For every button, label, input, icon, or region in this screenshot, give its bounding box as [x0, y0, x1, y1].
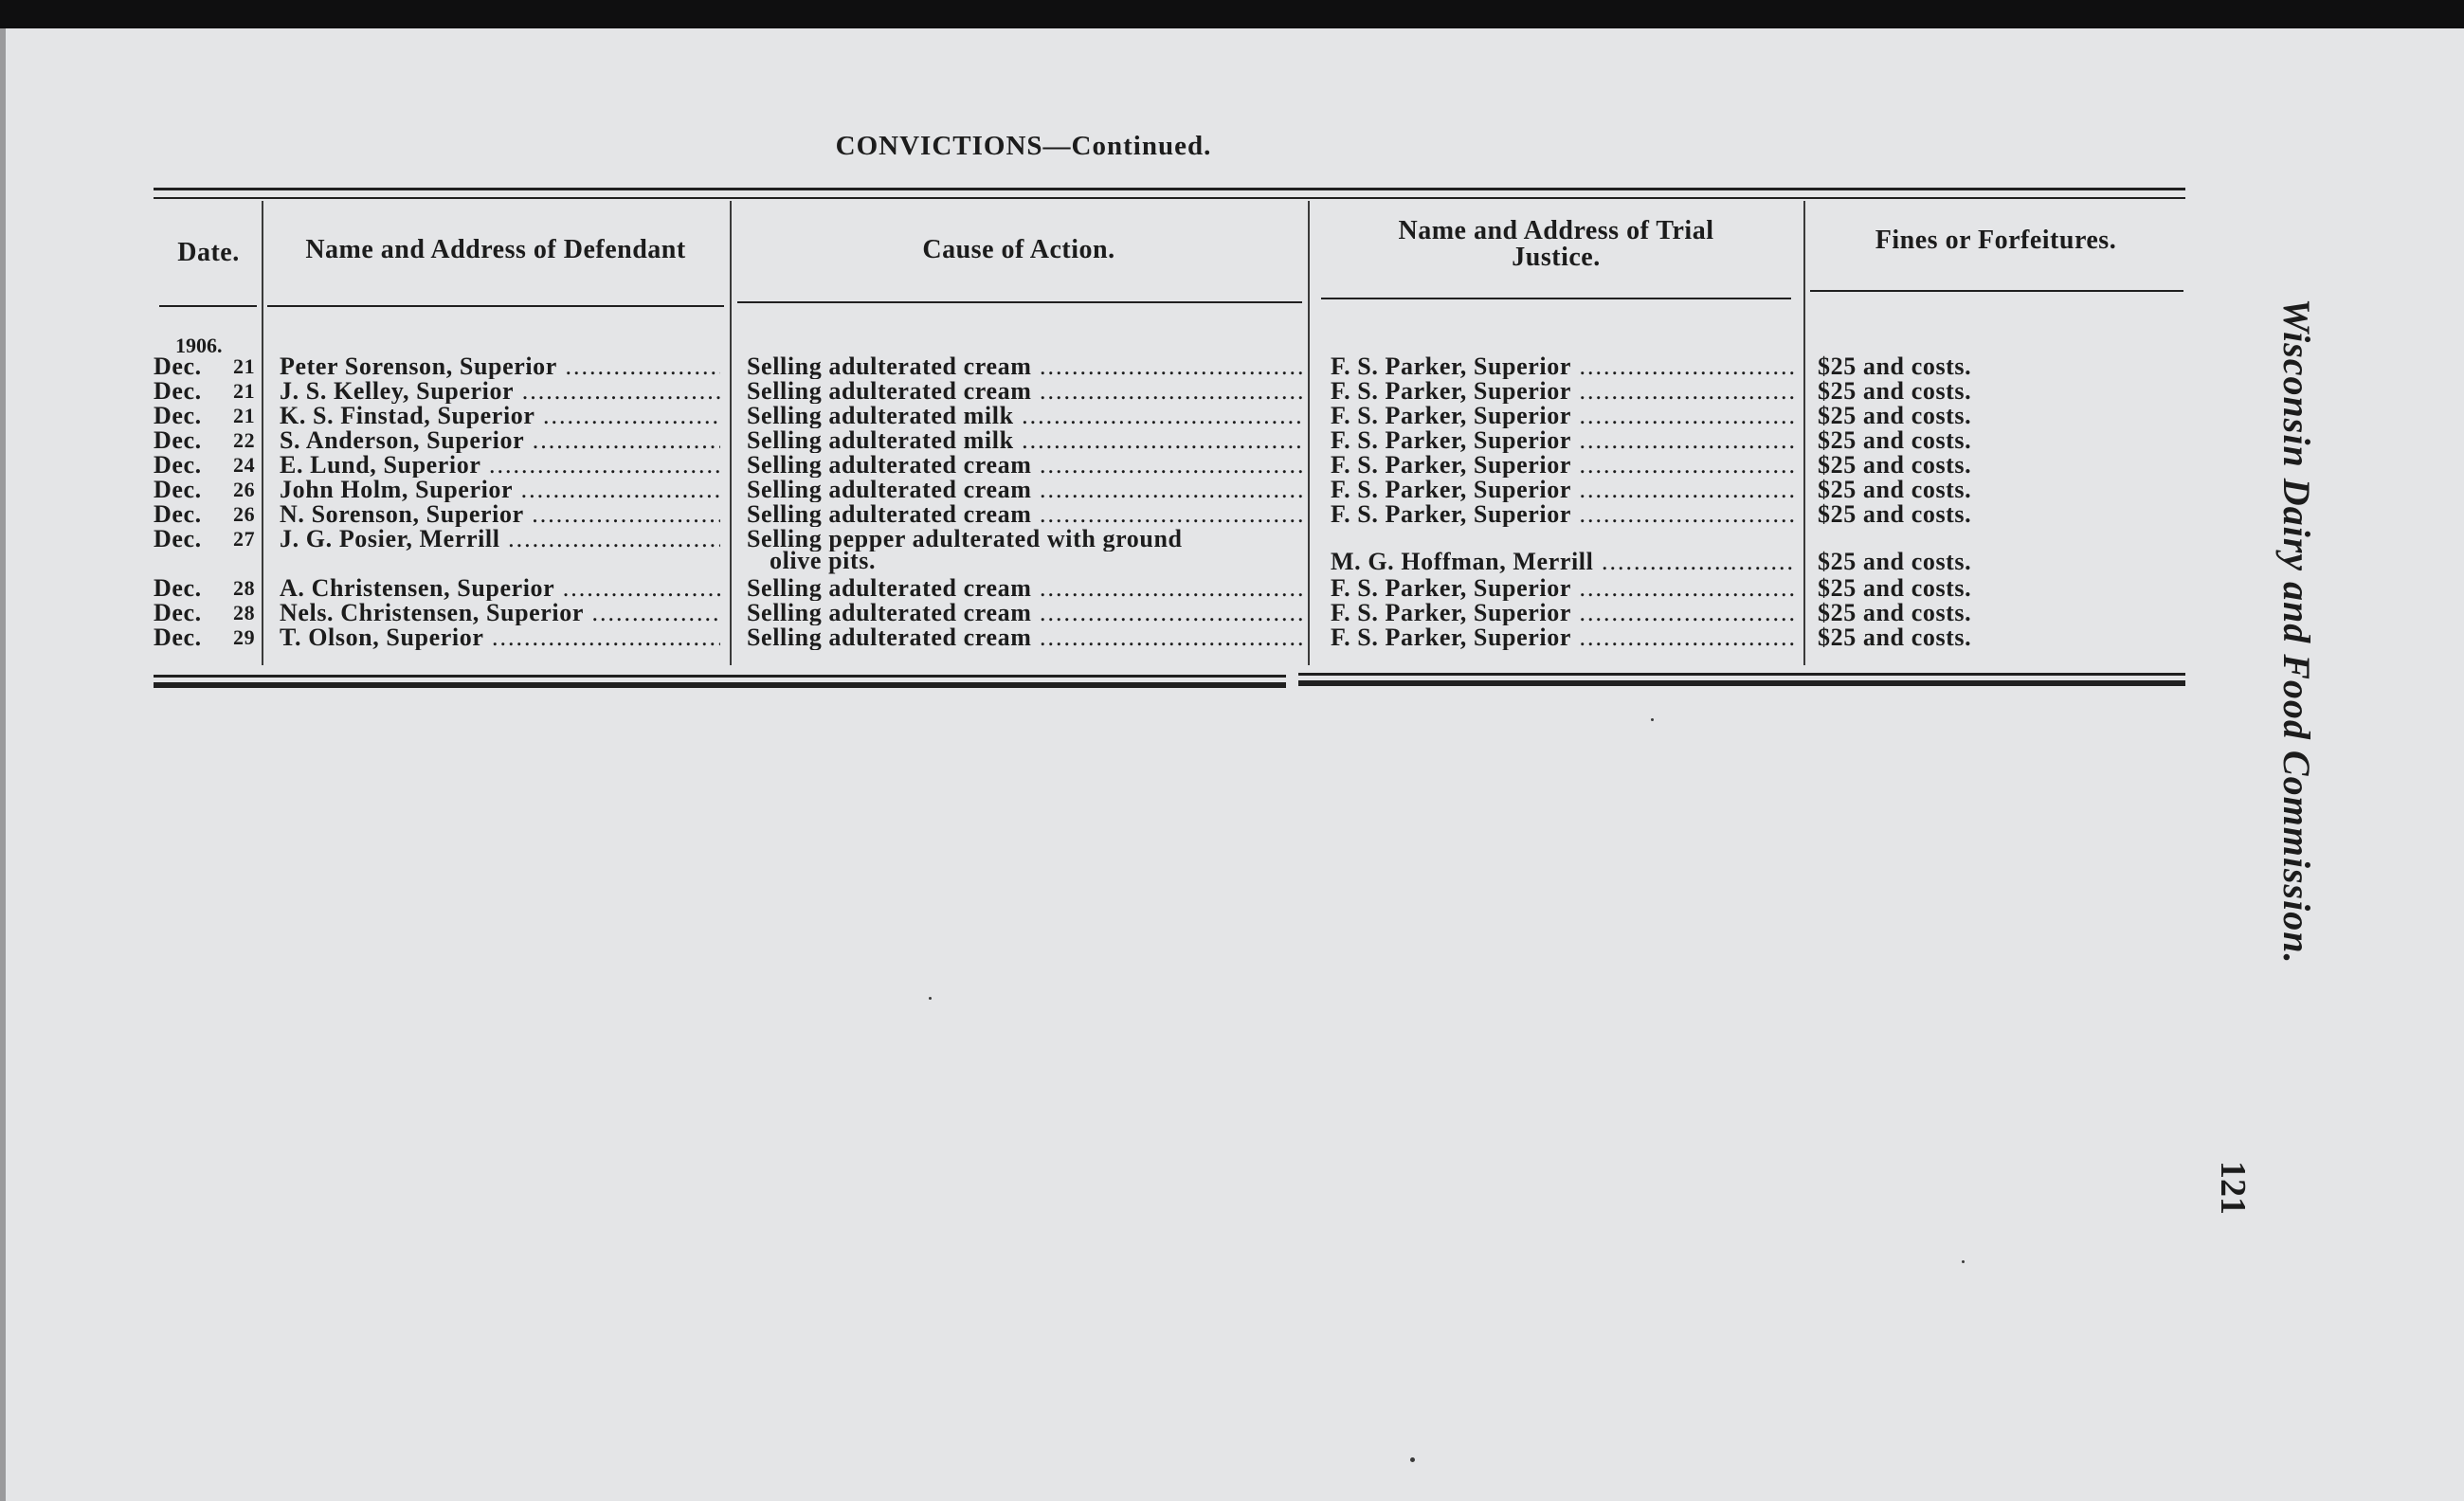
row-day: 26 [233, 478, 256, 501]
row-cause: Selling adulterated cream ..... [747, 354, 1302, 379]
table-row [0, 576, 2464, 601]
table-bottom-rule [1298, 673, 2185, 676]
table-row [0, 428, 2464, 453]
row-month: Dec. [154, 525, 202, 552]
row-cause: Selling pepper adulterated with ground [747, 527, 1183, 552]
table-row [0, 527, 2464, 552]
row-defendant: John Holm, Superior ..... [280, 478, 720, 502]
scan-speck [929, 997, 932, 1000]
row-cause: Selling adulterated cream ..... [747, 625, 1302, 650]
row-justice: F. S. Parker, Superior ..... [1331, 379, 1795, 404]
row-fine: $25 and costs. [1818, 377, 1972, 405]
row-defendant: S. Anderson, Superior ..... [280, 428, 720, 453]
table-row [0, 601, 2464, 625]
table-row [0, 404, 2464, 428]
table-row [0, 502, 2464, 527]
scan-speck [1962, 1260, 1965, 1263]
header-justice-line2: Justice. [1512, 243, 1601, 272]
row-day: 29 [233, 625, 256, 649]
row-cause: Selling adulterated cream ..... [747, 478, 1302, 502]
row-justice: M. G. Hoffman, Merrill ..... [1331, 550, 1795, 574]
row-month: Dec. [154, 599, 202, 626]
row-day: 21 [233, 404, 256, 427]
row-day: 28 [233, 601, 256, 624]
header-cause: Cause of Action. [922, 235, 1115, 264]
running-head: Wisconsin Dairy and Food Commission. [2275, 298, 2318, 965]
page-title: CONVICTIONS—Continued. [835, 131, 1212, 161]
row-month: Dec. [154, 451, 202, 479]
row-fine: $25 and costs. [1818, 500, 1972, 528]
table-bottom-rule [154, 675, 1286, 678]
row-defendant: E. Lund, Superior ..... [280, 453, 720, 478]
row-justice: F. S. Parker, Superior ..... [1331, 576, 1795, 601]
row-defendant: Peter Sorenson, Superior ..... [280, 354, 720, 379]
table-top-rule-inner [154, 197, 2185, 199]
header-fines: Fines or Forfeitures. [1875, 226, 2117, 255]
header-underline [1810, 290, 2183, 292]
row-day: 28 [233, 576, 256, 600]
row-justice: F. S. Parker, Superior ..... [1331, 502, 1795, 527]
table-bottom-rule [1298, 680, 2185, 686]
row-defendant: J. G. Posier, Merrill ..... [280, 527, 720, 552]
table-row [0, 354, 2464, 379]
row-month: Dec. [154, 402, 202, 429]
row-month: Dec. [154, 377, 202, 405]
row-cause: Selling adulterated cream ..... [747, 576, 1302, 601]
row-cause: Selling adulterated cream ..... [747, 502, 1302, 527]
table-top-rule [154, 188, 2185, 190]
scan-speck [1651, 718, 1654, 721]
row-month: Dec. [154, 476, 202, 503]
table-bottom-rule [154, 682, 1286, 688]
header-defendant: Name and Address of Defendant [305, 235, 686, 264]
row-cause: Selling adulterated cream ..... [747, 453, 1302, 478]
row-day: 21 [233, 379, 256, 403]
row-fine: $25 and costs. [1818, 353, 1972, 380]
row-justice: F. S. Parker, Superior ..... [1331, 601, 1795, 625]
row-day: 24 [233, 453, 256, 477]
header-justice-line1: Name and Address of Trial [1398, 216, 1714, 245]
row-fine: $25 and costs. [1818, 624, 1972, 651]
row-defendant: A. Christensen, Superior ..... [280, 576, 720, 601]
row-fine: $25 and costs. [1818, 548, 1972, 575]
row-defendant: J. S. Kelley, Superior ..... [280, 379, 720, 404]
row-fine: $25 and costs. [1818, 574, 1972, 602]
row-justice: F. S. Parker, Superior ..... [1331, 354, 1795, 379]
row-defendant: N. Sorenson, Superior ..... [280, 502, 720, 527]
row-month: Dec. [154, 574, 202, 602]
scan-speck [1410, 1457, 1415, 1462]
row-justice: F. S. Parker, Superior ..... [1331, 625, 1795, 650]
header-underline [737, 301, 1302, 303]
row-justice: F. S. Parker, Superior ..... [1331, 428, 1795, 453]
row-day: 26 [233, 502, 256, 526]
row-fine: $25 and costs. [1818, 402, 1972, 429]
page-number: 121 [2213, 1161, 2253, 1215]
header-underline [1321, 298, 1791, 299]
row-defendant: T. Olson, Superior ..... [280, 625, 720, 650]
table-row [0, 379, 2464, 404]
table-row [0, 478, 2464, 502]
page-left-edge [0, 28, 6, 1501]
row-justice: F. S. Parker, Superior ..... [1331, 404, 1795, 428]
row-fine: $25 and costs. [1818, 476, 1972, 503]
row-justice: F. S. Parker, Superior ..... [1331, 453, 1795, 478]
row-cause-continuation: olive pits. [770, 547, 877, 574]
row-day: 27 [233, 527, 256, 551]
year-label: 1906. [175, 334, 223, 357]
row-day: 22 [233, 428, 256, 452]
row-month: Dec. [154, 426, 202, 454]
row-cause: Selling adulterated milk ..... [747, 404, 1302, 428]
table-row [0, 625, 2464, 650]
header-justice [1313, 218, 1800, 271]
row-month: Dec. [154, 500, 202, 528]
header-underline [159, 305, 257, 307]
row-day: 21 [233, 354, 256, 378]
row-cause: Selling adulterated cream ..... [747, 601, 1302, 625]
row-fine: $25 and costs. [1818, 451, 1972, 479]
table-row [0, 453, 2464, 478]
row-cause: Selling adulterated milk ..... [747, 428, 1302, 453]
header-date: Date. [177, 238, 240, 267]
row-defendant: K. S. Finstad, Superior ..... [280, 404, 720, 428]
row-month: Dec. [154, 624, 202, 651]
row-cause: Selling adulterated cream ..... [747, 379, 1302, 404]
row-month: Dec. [154, 353, 202, 380]
header-underline [267, 305, 724, 307]
row-fine: $25 and costs. [1818, 599, 1972, 626]
page-top-shadow [0, 0, 2464, 28]
row-fine: $25 and costs. [1818, 426, 1972, 454]
row-defendant: Nels. Christensen, Superior ..... [280, 601, 720, 625]
row-justice: F. S. Parker, Superior ..... [1331, 478, 1795, 502]
table-row-justice [0, 550, 2464, 574]
